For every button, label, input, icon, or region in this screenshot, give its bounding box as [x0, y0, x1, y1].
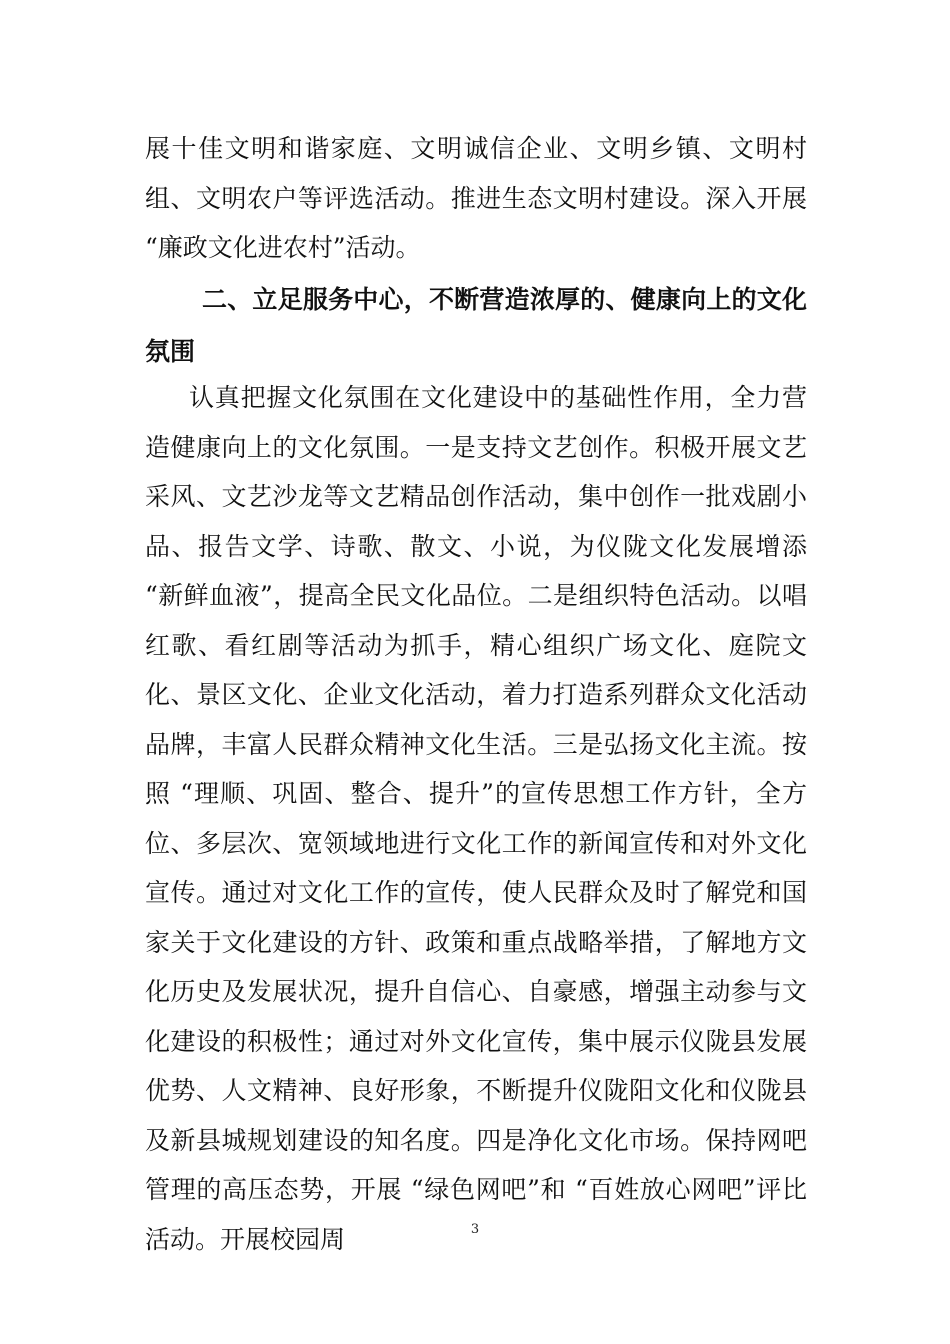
- paragraph-text: 展十佳文明和谐家庭、文明诚信企业、文明乡镇、文明村组、文明农户等评选活动。推进生态文明村建设。深入开展 “廉政文化进农村”活动。: [145, 134, 807, 262]
- page-number: 3: [470, 1222, 480, 1237]
- body-paragraph-2: [145, 373, 807, 1264]
- body-paragraph-1: [145, 124, 807, 273]
- section-heading: 二、立足服务中心，不断营造浓厚的、健康向上的文化氛围: [145, 285, 807, 366]
- paragraph-text: 认真把握文化氛围在文化建设中的基础性作用，全力营造健康向上的文化氛围。一是支持文艺创作。积极开展文艺采风、文艺沙龙等文艺精品创作活动，集中创作一批戏剧小品、报告文学、诗歌、散文、小说，为仪陇文化发展增添 “新鲜血液”，提高全民文化品位。二是组织特色活动。以唱红歌、看红剧等活动为抓手，精心组织广场文化、庭院文化、景区文化、企业文化活动，着力打造系列群众文化活动品牌，丰富人民群众精神文化生活。三是弘扬文化主流。按照 “理顺、巩固、整合、提升”的宣传思想工作方针，全方位、多层次、宽领域地进行文化工作的新闻宣传和对外文化宣传。通过对文化工作的宣传，使人民群众及时了解党和国家关于文化建设的方针、政策和重点战略举措，了解地方文化历史及发展状况，提升自信心、自豪感，增强主动参与文化建设的积极性；通过对外文化宣传，集中展示仪陇县发展优势、人文精神、良好形象，不断提升仪陇阳文化和仪陇县及新县城规划建设的知名度。四是净化文化市场。保持网吧管理的高压态势，开展 “绿色网吧”和 “百姓放心网吧”评比活动。开展校园周: [145, 383, 807, 1254]
